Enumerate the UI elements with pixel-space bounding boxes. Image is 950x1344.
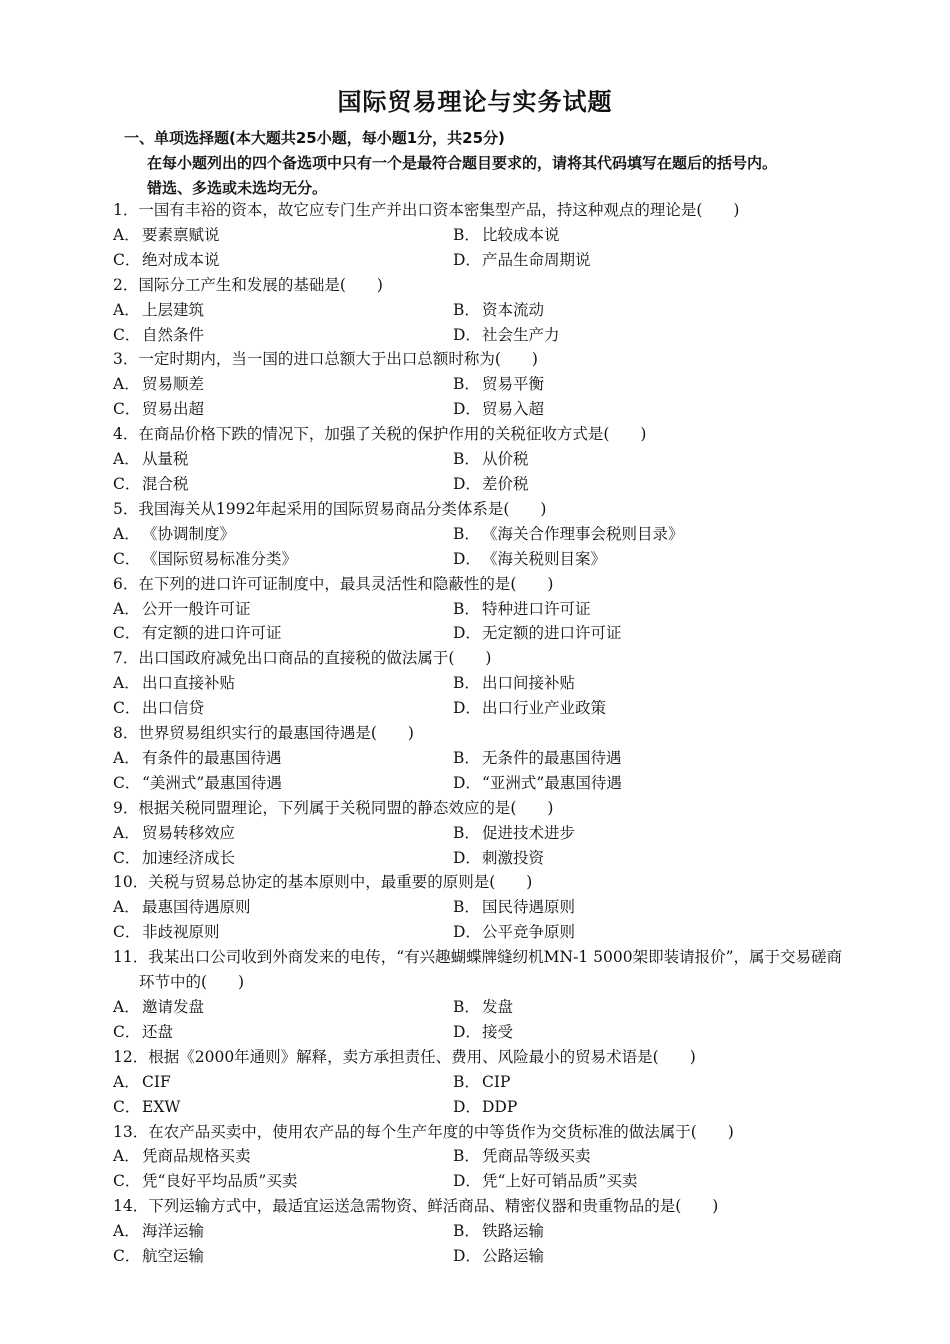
section-instructions (147, 151, 857, 201)
question-text: 一定时期内，当一国的进口总额大于出口总额时称为( ) (138, 350, 538, 369)
option-text: 混合税 (142, 474, 189, 493)
answer-option (113, 298, 453, 323)
answer-option (453, 447, 793, 472)
option-label: D． (453, 624, 481, 643)
option-label: B． (453, 748, 480, 767)
page-title: 国际贸易理论与实务试题 (337, 88, 613, 116)
question-text: 出口国政府减免出口商品的直接税的做法属于( ) (138, 649, 492, 668)
option-label: D． (453, 325, 481, 344)
option-row (113, 597, 853, 622)
option-text: 贸易入超 (482, 400, 545, 419)
answer-option (113, 248, 453, 273)
option-label: C． (113, 1247, 141, 1266)
question-item (113, 572, 853, 647)
question-text: 在下列的进口许可证制度中，最具灵活性和隐蔽性的是( ) (138, 574, 554, 593)
option-text: 《海关税则目案》 (482, 549, 607, 568)
option-row (113, 223, 853, 248)
option-label: A． (113, 898, 140, 917)
option-label: B． (453, 524, 480, 543)
option-text: CIF (142, 1072, 171, 1091)
answer-option (453, 1219, 793, 1244)
option-text: 《海关合作理事会税则目录》 (482, 524, 684, 543)
option-label: A． (113, 599, 140, 618)
option-label: C． (113, 624, 141, 643)
answer-option (113, 372, 453, 397)
option-label: B． (453, 674, 480, 693)
option-label: A． (113, 375, 140, 394)
question-text: 关税与贸易总协定的基本原则中，最重要的原则是( ) (148, 873, 533, 892)
option-row (113, 1219, 853, 1244)
answer-option (453, 621, 793, 646)
option-row (113, 771, 853, 796)
option-text: 促进技术进步 (482, 823, 576, 842)
answer-option (453, 248, 793, 273)
option-text: 出口间接补贴 (482, 674, 576, 693)
question-text: 世界贸易组织实行的最惠国待遇是( ) (138, 724, 414, 743)
question-number: 7． (113, 649, 139, 668)
option-label: C． (113, 923, 141, 942)
question-item (113, 273, 853, 348)
option-text: 从量税 (142, 450, 189, 469)
answer-option (453, 372, 793, 397)
option-text: 出口行业产业政策 (482, 699, 607, 718)
option-label: D． (453, 1097, 481, 1116)
option-text: 出口直接补贴 (142, 674, 236, 693)
question-item (113, 1045, 853, 1120)
question-number: 2． (113, 275, 139, 294)
answer-option (113, 846, 453, 871)
option-row (113, 397, 853, 422)
question-stem (113, 273, 853, 298)
option-text: DDP (482, 1097, 518, 1116)
question-item (113, 796, 853, 871)
option-text: 绝对成本说 (142, 250, 220, 269)
option-row (113, 522, 853, 547)
option-row (113, 1144, 853, 1169)
answer-option (113, 1169, 453, 1194)
question-number: 9． (113, 798, 139, 817)
answer-option (113, 746, 453, 771)
option-text: 贸易转移效应 (142, 823, 236, 842)
option-text: 凭商品等级买卖 (482, 1147, 591, 1166)
question-stem (113, 572, 853, 597)
option-row (113, 746, 853, 771)
answer-option (113, 671, 453, 696)
option-text: 自然条件 (142, 325, 205, 344)
option-label: D． (453, 848, 481, 867)
option-label: C． (113, 699, 141, 718)
option-text: 铁路运输 (482, 1222, 545, 1241)
answer-option (113, 597, 453, 622)
answer-option (453, 1144, 793, 1169)
option-text: 上层建筑 (142, 300, 205, 319)
option-text: 贸易出超 (142, 400, 205, 419)
option-text: 差价税 (482, 474, 529, 493)
question-item (113, 198, 853, 273)
answer-option (453, 771, 793, 796)
option-label: B． (453, 823, 480, 842)
answer-option (113, 1244, 453, 1269)
option-text: 邀请发盘 (142, 998, 205, 1016)
option-row (113, 323, 853, 348)
section-heading: 一、单项选择题(本大题共25小题，每小题1分，共25分) (124, 129, 505, 147)
option-label: D． (453, 923, 481, 942)
answer-option (113, 696, 453, 721)
option-label: C． (113, 773, 141, 792)
option-row (113, 995, 853, 1020)
option-text: 接受 (482, 1022, 514, 1041)
answer-option (453, 1095, 793, 1120)
option-label: C． (113, 474, 141, 493)
option-text: 航空运输 (142, 1247, 205, 1266)
option-label: A． (113, 748, 140, 767)
option-label: C． (113, 1172, 141, 1191)
answer-option (453, 821, 793, 846)
option-label: A． (113, 998, 140, 1016)
option-label: D． (453, 400, 481, 419)
question-text: 我某出口公司收到外商发来的电传，“有兴趣蝴蝶牌缝纫机MN-1 5000架即装请报价”，属于交易磋商环节中的( ) (139, 948, 842, 992)
option-label: B． (453, 898, 480, 917)
answer-option (453, 671, 793, 696)
question-item (113, 870, 853, 945)
answer-option (113, 1144, 453, 1169)
answer-option (453, 547, 793, 572)
option-text: 公开一般许可证 (142, 599, 251, 618)
option-label: A． (113, 674, 140, 693)
option-text: 贸易平衡 (482, 375, 545, 394)
question-item (113, 422, 853, 497)
answer-option (113, 821, 453, 846)
question-stem (113, 198, 853, 223)
question-text: 在商品价格下跌的情况下，加强了关税的保护作用的关税征收方式是( ) (138, 425, 647, 444)
option-text: “亚洲式”最惠国待遇 (482, 773, 622, 792)
answer-option (453, 895, 793, 920)
option-row (113, 1169, 853, 1194)
answer-option (113, 447, 453, 472)
option-text: 贸易顺差 (142, 375, 205, 394)
question-number: 3． (113, 350, 139, 369)
option-label: B． (453, 1072, 480, 1091)
option-label: A． (113, 450, 140, 469)
answer-option (113, 1070, 453, 1095)
answer-option (113, 323, 453, 348)
question-text: 在农产品买卖中，使用农产品的每个生产年度的中等货作为交货标准的做法属于( ) (148, 1122, 734, 1141)
option-row (113, 248, 853, 273)
option-text: 刺激投资 (482, 848, 545, 867)
question-stem (113, 497, 853, 522)
option-text: 《国际贸易标准分类》 (142, 549, 298, 568)
question-stem (113, 721, 853, 746)
question-number: 10． (113, 873, 149, 892)
option-label: C． (113, 250, 141, 269)
question-number: 12． (113, 1047, 149, 1066)
option-text: CIP (482, 1072, 511, 1091)
answer-option (113, 771, 453, 796)
option-row (113, 1095, 853, 1120)
option-row (113, 696, 853, 721)
option-text: 公平竞争原则 (482, 923, 576, 942)
option-label: C． (113, 1097, 141, 1116)
answer-option (453, 1169, 793, 1194)
question-stem (113, 1194, 853, 1219)
answer-option (453, 846, 793, 871)
option-row (113, 671, 853, 696)
option-row (113, 298, 853, 323)
option-label: D． (453, 1247, 481, 1266)
option-row (113, 621, 853, 646)
question-text: 我国海关从1992年起采用的国际贸易商品分类体系是( ) (138, 499, 547, 518)
option-text: 无条件的最惠国待遇 (482, 748, 622, 767)
option-text: 国民待遇原则 (482, 898, 576, 917)
option-row (113, 920, 853, 945)
option-label: B． (453, 1147, 480, 1166)
question-number: 1． (113, 201, 139, 219)
option-text: 最惠国待遇原则 (142, 898, 251, 917)
option-label: A． (113, 1222, 140, 1241)
option-row (113, 895, 853, 920)
question-number: 11． (113, 948, 149, 967)
option-label: B． (453, 225, 480, 244)
option-row (113, 1244, 853, 1269)
option-text: 社会生产力 (482, 325, 560, 344)
option-row (113, 846, 853, 871)
option-label: B． (453, 450, 480, 469)
answer-option (113, 621, 453, 646)
question-number: 8． (113, 724, 139, 743)
option-text: 产品生命周期说 (482, 250, 591, 269)
option-label: A． (113, 225, 140, 244)
option-label: B． (453, 1222, 480, 1241)
answer-option (113, 895, 453, 920)
question-list (113, 198, 853, 1269)
question-item (113, 945, 853, 1045)
answer-option (113, 522, 453, 547)
option-label: D． (453, 549, 481, 568)
answer-option (453, 472, 793, 497)
option-label: D． (453, 250, 481, 269)
option-label: B． (453, 998, 480, 1016)
option-label: D． (453, 1172, 481, 1191)
question-item (113, 497, 853, 572)
option-label: C． (113, 325, 141, 344)
question-text: 根据关税同盟理论，下列属于关税同盟的静态效应的是( ) (138, 798, 554, 817)
option-label: D． (453, 474, 481, 493)
question-stem (113, 1120, 853, 1145)
question-text: 一国有丰裕的资本，故它应专门生产并出口资本密集型产品，持这种观点的理论是( ) (138, 201, 740, 219)
option-label: C． (113, 1022, 141, 1041)
answer-option (453, 746, 793, 771)
question-stem (113, 347, 853, 372)
question-stem (113, 646, 853, 671)
option-row (113, 547, 853, 572)
option-label: B． (453, 375, 480, 394)
option-label: A． (113, 524, 140, 543)
question-stem (113, 870, 853, 895)
option-text: 发盘 (482, 998, 514, 1016)
answer-option (453, 522, 793, 547)
option-row (113, 472, 853, 497)
option-text: 有条件的最惠国待遇 (142, 748, 282, 767)
option-label: A． (113, 300, 140, 319)
answer-option (113, 547, 453, 572)
option-text: 有定额的进口许可证 (142, 624, 282, 643)
answer-option (113, 472, 453, 497)
question-item (113, 646, 853, 721)
option-label: B． (453, 300, 480, 319)
option-row (113, 821, 853, 846)
option-text: 特种进口许可证 (482, 599, 591, 618)
option-row (113, 372, 853, 397)
answer-option (453, 995, 793, 1020)
option-label: A． (113, 823, 140, 842)
option-row (113, 1070, 853, 1095)
option-text: 出口信贷 (142, 699, 205, 718)
answer-option (113, 397, 453, 422)
answer-option (453, 1244, 793, 1269)
option-label: C． (113, 848, 141, 867)
question-item (113, 1120, 853, 1195)
option-text: 资本流动 (482, 300, 545, 319)
option-text: 从价税 (482, 450, 529, 469)
option-label: D． (453, 1022, 481, 1041)
option-label: D． (453, 773, 481, 792)
option-text: 要素禀赋说 (142, 225, 220, 244)
instruction-line: 错选、多选或未选均无分。 (147, 179, 328, 197)
question-item (113, 721, 853, 796)
option-label: D． (453, 699, 481, 718)
question-number: 13． (113, 1122, 149, 1141)
question-stem (113, 945, 853, 995)
answer-option (453, 298, 793, 323)
answer-option (453, 223, 793, 248)
option-text: “美洲式”最惠国待遇 (142, 773, 282, 792)
option-label: A． (113, 1147, 140, 1166)
question-text: 根据《2000年通则》解释，卖方承担责任、费用、风险最小的贸易术语是( ) (148, 1047, 696, 1066)
question-number: 14． (113, 1197, 149, 1216)
answer-option (453, 1070, 793, 1095)
option-text: 《协调制度》 (142, 524, 236, 543)
option-text: 凭“上好可销品质”买卖 (482, 1172, 638, 1191)
option-label: B． (453, 599, 480, 618)
answer-option (113, 920, 453, 945)
option-label: A． (113, 1072, 140, 1091)
answer-option (453, 597, 793, 622)
question-item (113, 1194, 853, 1269)
option-label: C． (113, 400, 141, 419)
question-number: 6． (113, 574, 139, 593)
option-text: 比较成本说 (482, 225, 560, 244)
option-text: 非歧视原则 (142, 923, 220, 942)
question-stem (113, 796, 853, 821)
answer-option (453, 920, 793, 945)
question-number: 5． (113, 499, 139, 518)
question-item (113, 347, 853, 422)
option-text: 还盘 (142, 1022, 174, 1041)
instruction-line: 在每小题列出的四个备选项中只有一个是最符合题目要求的，请将其代码填写在题后的括号内。 (147, 154, 778, 172)
answer-option (453, 397, 793, 422)
option-text: 凭“良好平均品质”买卖 (142, 1172, 298, 1191)
answer-option (113, 1020, 453, 1045)
answer-option (113, 1095, 453, 1120)
option-row (113, 447, 853, 472)
answer-option (113, 223, 453, 248)
question-text: 国际分工产生和发展的基础是( ) (138, 275, 383, 294)
answer-option (453, 696, 793, 721)
option-text: 海洋运输 (142, 1222, 205, 1241)
option-text: 加速经济成长 (142, 848, 236, 867)
question-stem (113, 422, 853, 447)
question-number: 4． (113, 425, 139, 444)
answer-option (113, 995, 453, 1020)
answer-option (453, 323, 793, 348)
option-text: 公路运输 (482, 1247, 545, 1266)
option-label: C． (113, 549, 141, 568)
option-text: 凭商品规格买卖 (142, 1147, 251, 1166)
option-text: EXW (142, 1097, 181, 1116)
option-text: 无定额的进口许可证 (482, 624, 622, 643)
question-text: 下列运输方式中，最适宜运送急需物资、鲜活商品、精密仪器和贵重物品的是( ) (148, 1197, 719, 1216)
answer-option (113, 1219, 453, 1244)
answer-option (453, 1020, 793, 1045)
question-stem (113, 1045, 853, 1070)
option-row (113, 1020, 853, 1045)
